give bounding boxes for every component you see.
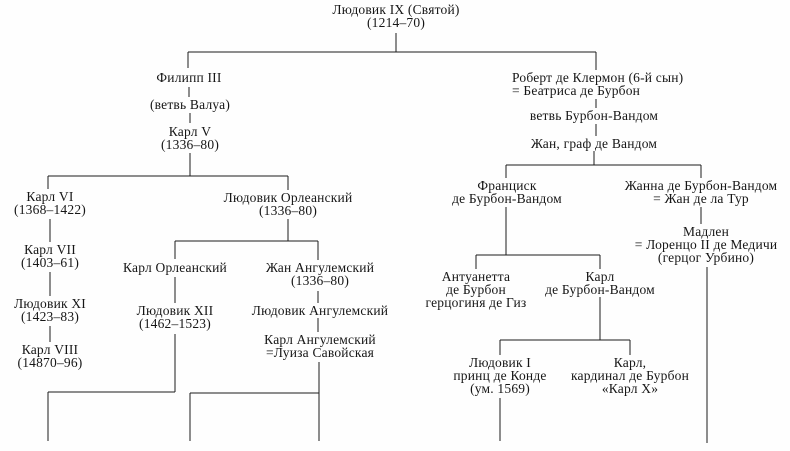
person-node-charles-cardinal (571, 356, 689, 395)
person-label: де Бурбон (446, 282, 506, 297)
person-label: Людовик Ангулемский (251, 303, 389, 318)
person-node-bourbon-vendome-branch (530, 109, 658, 122)
person-label: Жанна де Бурбон-Вандом (624, 178, 778, 193)
person-label: Антуанетта (441, 269, 511, 284)
person-label: Филипп III (156, 70, 222, 85)
person-node-louis-xi (14, 297, 86, 323)
person-label: Мадлен (682, 224, 730, 239)
person-label: (1336–80) (160, 137, 220, 152)
person-label: (ветвь Валуа) (149, 97, 231, 112)
person-label: Карл VI (26, 189, 74, 204)
person-node-louis-angouleme (252, 304, 388, 317)
person-label: = Жан де ла Тур (653, 191, 749, 206)
person-label: Людовик XI (14, 296, 86, 311)
person-label: герцогиня де Гиз (425, 295, 527, 310)
person-node-charles-v (161, 125, 219, 151)
person-label: кардинал де Бурбон (570, 368, 690, 383)
person-label: Жан Ангулемский (265, 260, 375, 275)
person-label: = Лоренцо II де Медичи (634, 237, 778, 252)
person-label: Карл Орлеанский (123, 260, 227, 275)
person-node-valois-branch (150, 98, 230, 111)
person-node-francois-bourbon-vendome (452, 179, 562, 205)
person-node-louis-i-conde (453, 356, 546, 395)
person-label: =Луиза Савойская (265, 345, 375, 360)
person-label: Карл, (613, 355, 647, 370)
person-label: (14870–96) (17, 355, 83, 370)
person-node-robert-clermont (512, 71, 683, 97)
person-label: (1462–1523) (139, 316, 211, 331)
person-label: Жан, граф де Вандом (530, 136, 658, 151)
person-label: = Беатриса де Бурбон (512, 83, 641, 98)
person-label: принц де Конде (453, 368, 547, 383)
person-node-charles-angouleme (264, 333, 376, 359)
person-label: (1403–61) (20, 255, 80, 270)
person-label: Людовик I (468, 355, 532, 370)
person-node-jean-vendome (531, 137, 657, 150)
person-node-antoinette-bourbon (426, 270, 527, 309)
person-node-madeleine (635, 225, 778, 264)
person-node-jean-angouleme (266, 261, 374, 287)
person-node-charles-bourbon-vendome (545, 270, 655, 296)
person-label: Людовик IX (Святой) (332, 2, 460, 17)
person-node-louis-xii (137, 304, 214, 330)
person-label: (1214–70) (366, 15, 426, 30)
person-label: де Бурбон-Вандом (545, 282, 655, 297)
person-label: де Бурбон-Вандом (452, 191, 562, 206)
person-node-jeanne-bourbon-vendome (625, 179, 778, 205)
person-node-philip-iii (156, 71, 221, 84)
person-label: (1336–80) (290, 273, 350, 288)
person-label: Карл V (168, 124, 212, 139)
person-label: Карл Ангулемский (264, 332, 376, 347)
person-node-louis-ix (332, 3, 459, 29)
person-label: (1368–1422) (14, 202, 86, 217)
person-label: Карл VIII (21, 342, 79, 357)
person-label: Людовик Орлеанский (223, 190, 353, 205)
person-node-charles-vi (14, 190, 86, 216)
person-node-charles-vii (21, 243, 79, 269)
person-label: (герцог Урбино) (657, 250, 755, 265)
person-node-louis-orleans (224, 191, 353, 217)
person-label: Карл (585, 269, 615, 284)
person-label: ветвь Бурбон-Вандом (529, 108, 659, 123)
person-label: (1336–80) (258, 203, 318, 218)
person-label: «Карл X» (601, 381, 659, 396)
person-node-charles-viii (18, 343, 83, 369)
person-node-charles-orleans (123, 261, 227, 274)
person-label: Роберт де Клермон (6-й сын) (512, 70, 684, 85)
person-label: (ум. 1569) (470, 381, 530, 396)
person-label: Карл VII (24, 242, 76, 257)
person-label: Людовик XII (136, 303, 214, 318)
person-label: Франциск (477, 178, 537, 193)
person-label: (1423–83) (20, 309, 80, 324)
